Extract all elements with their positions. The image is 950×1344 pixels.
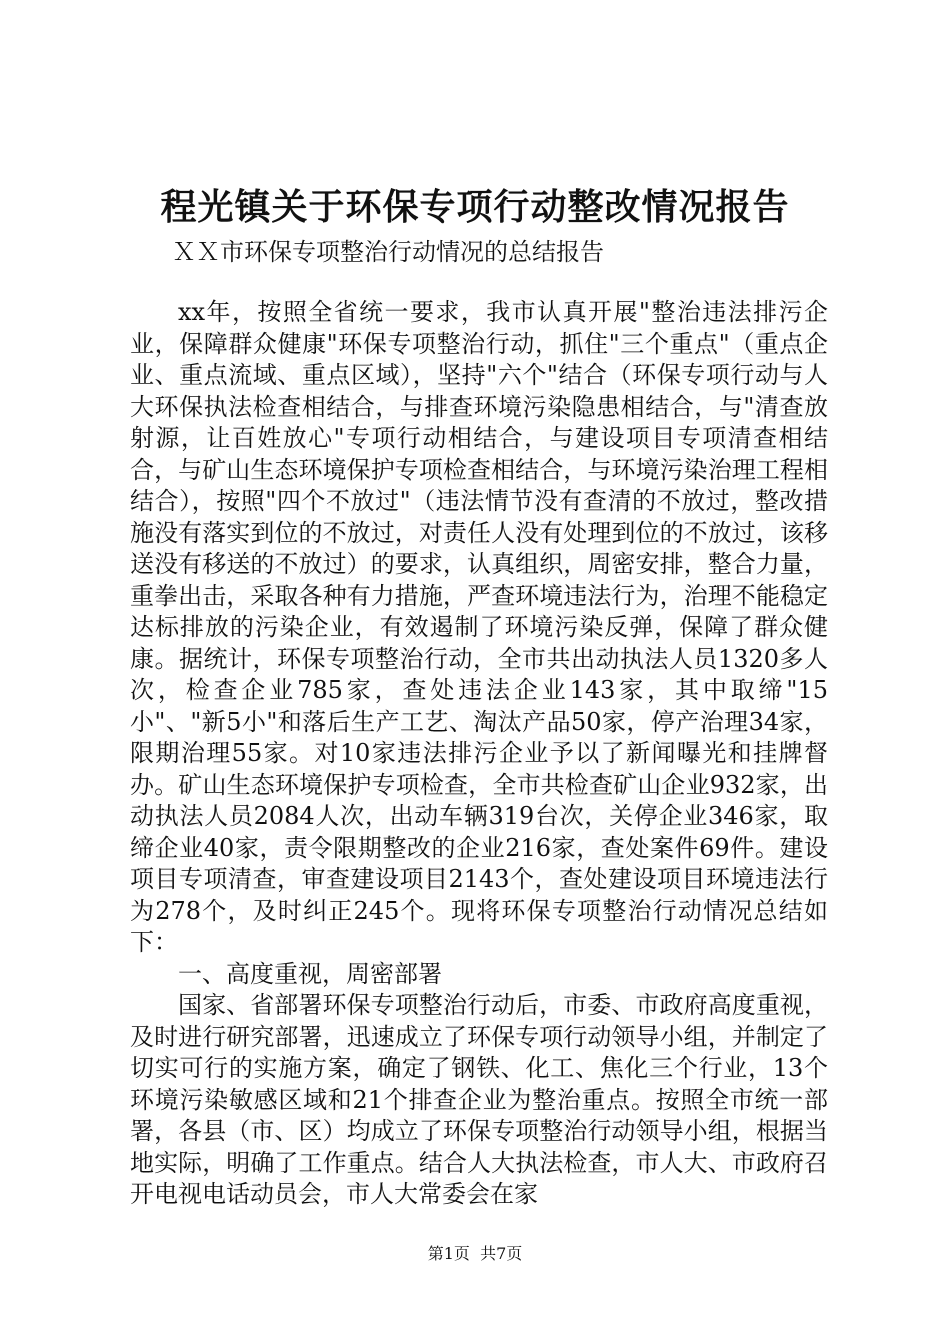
section-heading-1: 一、高度重视，周密部署 bbox=[178, 959, 442, 988]
paragraph-intro: xx年，按照全省统一要求，我市认真开展"整治违法排污企业，保障群众健康"环保专项整治行动，抓住"三个重点"（重点企业、重点流域、重点区域），坚持"六个"结合（环保专项行动与人大环保执法检查相结合，与排查环境污染隐患相结合，与"清查放射源，让百姓放心"专项行动相结合，与建设项目专项清查相结合，与矿山生态环境保护专项检查相结合，与环境污染治理工程相结合），按照"四个不放过"（违法情节没有查清的不放过，整改措施没有落实到位的不放过，对责任人没有处理到位的不放过，该移送没有移送的不放过）的要求，认真组织，周密安排，整合力量，重拳出击，采取各种有力措施，严查环境违法行为，治理不能稳定达标排放的污染企业，有效遏制了环境污染反弹，保障了群众健康。据统计，环保专项整治行动，全市共出动执法人员1320多人次，检查企业785家，查处违法企业143家，其中取缔"15小"、"新5小"和落后生产工艺、淘汰产品50家，停产治理34家，限期治理55家。对10家违法排污企业予以了新闻曝光和挂牌督办。矿山生态环境保护专项检查，全市共检查矿山企业932家，出动执法人员2084人次，出动车辆319台次，关停企业346家，取缔企业40家，责令限期整改的企业216家，查处案件69件。建设项目专项清查，审查建设项目2143个，查处建设项目环境违法行为278个，及时纠正245个。现将环保专项整治行动情况总结如下： bbox=[130, 298, 828, 956]
document-body bbox=[130, 297, 828, 1211]
page-total: 共7页 bbox=[480, 1244, 523, 1263]
page-number: 第1页 bbox=[427, 1244, 470, 1263]
document-title: 程光镇关于环保专项行动整改情况报告 bbox=[160, 186, 790, 228]
document-subtitle: ＸＸ市环保专项整治行动情况的总结报告 bbox=[172, 238, 604, 266]
paragraph-section-1: 国家、省部署环保专项整治行动后，市委、市政府高度重视，及时进行研究部署，迅速成立了环保专项行动领导小组，并制定了切实可行的实施方案，确定了钢铁、化工、焦化三个行业，13个环境污染敏感区域和21个排查企业为整治重点。按照全市统一部署，各县（市、区）均成立了环保专项整治行动领导小组，根据当地实际，明确了工作重点。结合人大执法检查，市人大、市政府召开电视电话动员会，市人大常委会在家 bbox=[130, 991, 828, 1208]
page-footer bbox=[0, 1243, 950, 1265]
